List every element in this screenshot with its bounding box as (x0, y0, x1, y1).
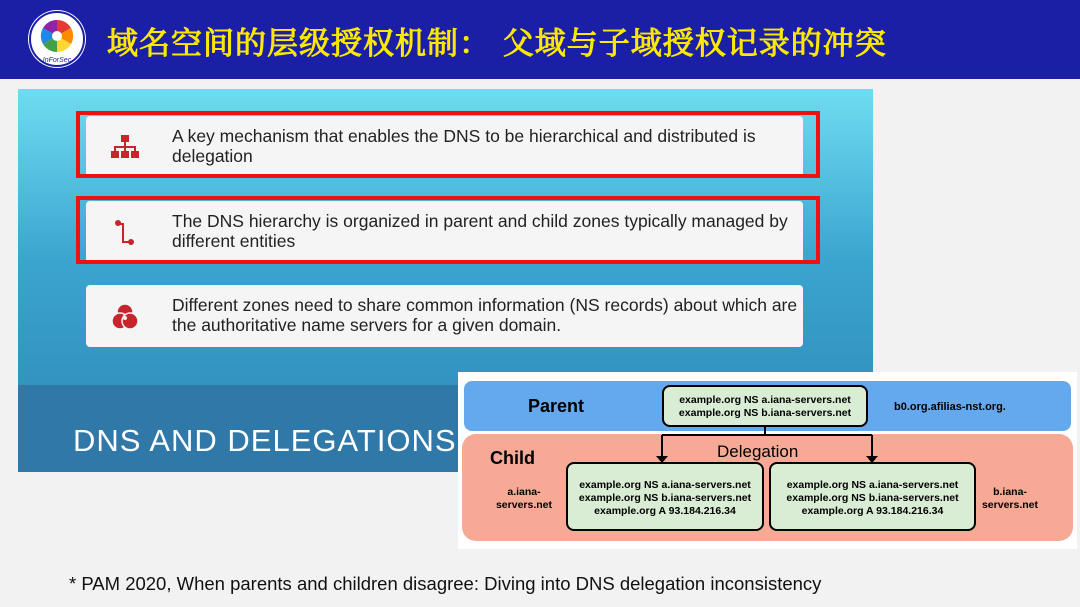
delegation-label: Delegation (717, 442, 799, 461)
highlight-box-parent-child (76, 196, 820, 264)
delegation-diagram (458, 372, 1077, 549)
card-text: A key mechanism that enables the DNS to be hierarchical and distributed is delegation (172, 126, 756, 166)
card-text: The DNS hierarchy is organized in parent and child zones typically managed by different entities (172, 211, 788, 251)
footnote-citation: * PAM 2020, When parents and children disagree: Diving into DNS delegation inconsistency (69, 573, 822, 594)
child-ns-box-right (769, 462, 976, 531)
a-record: example.org A 93.184.216.34 (594, 505, 736, 517)
highlight-box-delegation (76, 111, 820, 178)
logo-text: InForSec (42, 57, 72, 64)
card-text: Different zones need to share common information (NS records) about which are the authoritative name servers for a given domain. (172, 295, 798, 335)
page-title: 域名空间的层级授权机制： 父域与子域授权记录的冲突 (107, 26, 887, 62)
ns-record: example.org NS a.iana-servers.net (679, 394, 851, 406)
server-line: b.iana- (993, 486, 1027, 498)
inforsec-logo (28, 10, 86, 68)
ns-record: example.org NS a.iana-servers.net (786, 479, 959, 491)
logo-graphic (28, 10, 86, 68)
header-bar (0, 0, 1080, 79)
panel-title: DNS AND DELEGATIONS (73, 423, 457, 458)
a-record: example.org A 93.184.216.34 (801, 505, 944, 517)
ns-record: example.org NS b.iana-servers.net (678, 407, 852, 419)
server-line: a.iana- (507, 486, 541, 498)
server-line: servers.net (495, 499, 553, 511)
card-shared-info (86, 285, 803, 347)
venn-circles-icon (110, 302, 140, 332)
child-label: Child (490, 448, 535, 468)
server-line: servers.net (981, 499, 1039, 511)
child-left-server (488, 486, 560, 512)
ns-record: example.org NS a.iana-servers.net (579, 479, 751, 491)
ns-record: example.org NS b.iana-servers.net (786, 492, 959, 504)
parent-server: b0.org.afilias-nst.org. (894, 401, 1006, 413)
child-right-server (974, 486, 1046, 512)
child-ns-box-left (566, 462, 764, 531)
parent-label: Parent (528, 396, 585, 416)
ns-record: example.org NS b.iana-servers.net (578, 492, 752, 504)
